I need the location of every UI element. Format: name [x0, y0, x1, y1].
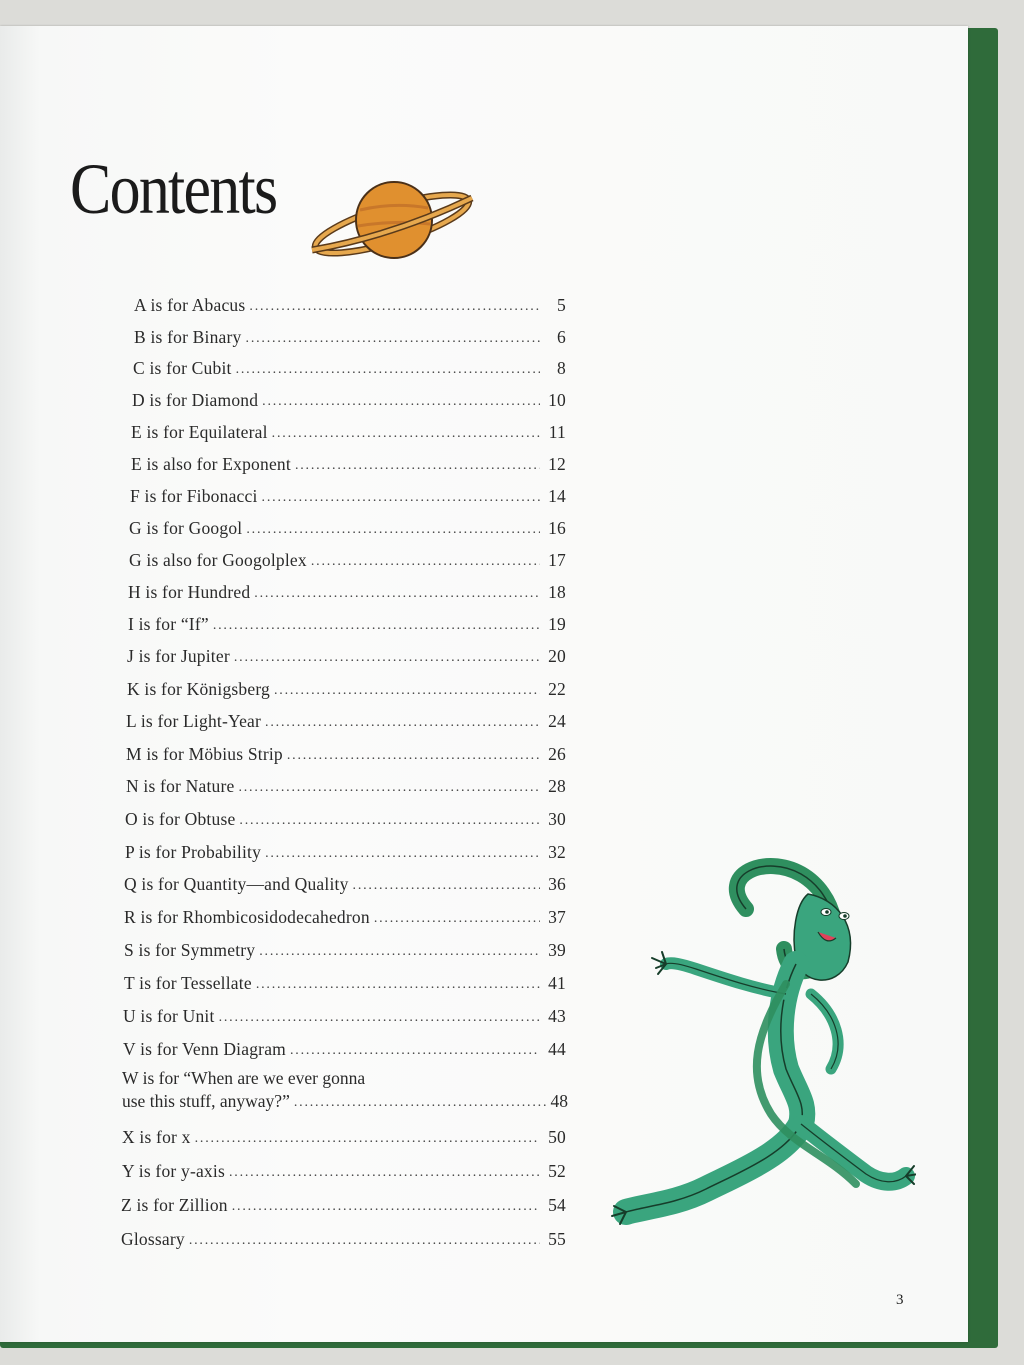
toc-entry-label: O is for Obtuse — [125, 809, 236, 829]
page-number: 3 — [896, 1292, 904, 1308]
toc-entry[interactable] — [126, 771, 566, 797]
dot-leader — [189, 1233, 540, 1250]
toc-entry[interactable] — [130, 481, 566, 507]
dot-leader — [219, 1010, 540, 1027]
toc-entry[interactable] — [123, 1001, 566, 1027]
toc-entry-page: 52 — [548, 1161, 566, 1181]
toc-entry-label: E is for Equilateral — [131, 422, 268, 442]
dot-leader — [262, 394, 540, 411]
dot-leader — [353, 878, 540, 895]
toc-entry-label: E is also for Exponent — [131, 454, 291, 474]
green-runner-illustration — [596, 854, 916, 1234]
toc-entry-label: K is for Königsberg — [127, 679, 270, 699]
toc-entry[interactable] — [134, 290, 566, 316]
toc-entry-page: 22 — [548, 679, 566, 699]
dot-leader — [290, 1043, 540, 1060]
dot-leader — [195, 1131, 540, 1148]
toc-entry[interactable] — [133, 353, 566, 379]
dot-leader — [274, 683, 540, 700]
dot-leader — [374, 911, 540, 928]
dot-leader — [213, 618, 540, 635]
toc-entry[interactable] — [122, 1156, 566, 1182]
toc-entry-page: 55 — [548, 1229, 566, 1249]
dot-leader — [265, 846, 540, 863]
toc-entry-page: 10 — [548, 390, 566, 410]
toc-entry-label: N is for Nature — [126, 776, 235, 796]
toc-entry-label: Z is for Zillion — [121, 1195, 228, 1215]
dot-leader — [232, 1199, 540, 1216]
toc-entry-label: T is for Tessellate — [124, 973, 252, 993]
toc-entry-label: A is for Abacus — [134, 295, 246, 315]
toc-entry[interactable] — [125, 837, 566, 863]
dot-leader — [236, 362, 540, 379]
toc-entry-label: Q is for Quantity—and Quality — [124, 874, 349, 894]
toc-entry-label: D is for Diamond — [132, 390, 259, 410]
dot-leader — [246, 331, 540, 348]
dot-leader — [234, 650, 540, 667]
toc-entry[interactable] — [126, 739, 566, 765]
toc-entry[interactable] — [122, 1068, 568, 1112]
toc-entry-label: Y is for y-axis — [122, 1161, 225, 1181]
toc-entry[interactable] — [128, 609, 566, 635]
toc-entry-page: 18 — [548, 582, 566, 602]
dot-leader — [249, 299, 540, 316]
dot-leader — [294, 1095, 547, 1112]
toc-entry[interactable] — [127, 674, 566, 700]
dot-leader — [254, 586, 540, 603]
toc-entry[interactable] — [124, 869, 566, 895]
toc-entry-page: 11 — [548, 422, 566, 442]
toc-entry-label: H is for Hundred — [128, 582, 251, 602]
toc-entry[interactable] — [122, 1122, 566, 1148]
book-page — [0, 26, 968, 1342]
toc-entry-label: G is for Googol — [129, 518, 243, 538]
toc-entry[interactable] — [121, 1190, 566, 1216]
toc-entry[interactable] — [129, 513, 566, 539]
toc-entry-label: C is for Cubit — [133, 358, 232, 378]
toc-entry-page: 36 — [548, 874, 566, 894]
toc-entry-page: 32 — [548, 842, 566, 862]
toc-entry[interactable] — [123, 1034, 566, 1060]
dot-leader — [265, 715, 540, 732]
toc-entry-label: R is for Rhombicosidodecahedron — [124, 907, 370, 927]
dot-leader — [311, 554, 540, 571]
toc-entry[interactable] — [124, 968, 566, 994]
toc-entry-label: M is for Möbius Strip — [126, 744, 283, 764]
dot-leader — [246, 522, 540, 539]
toc-entry-label: P is for Probability — [125, 842, 262, 862]
toc-entry-label: F is for Fibonacci — [130, 486, 258, 506]
toc-entry-page: 20 — [548, 646, 566, 666]
toc-entry-label: X is for x — [122, 1127, 191, 1147]
toc-entry-page: 41 — [548, 973, 566, 993]
toc-entry-page: 14 — [548, 486, 566, 506]
toc-entry-label: L is for Light-Year — [126, 711, 262, 731]
toc-entry-page: 39 — [548, 940, 566, 960]
toc-entry[interactable] — [124, 935, 566, 961]
toc-entry-page: 37 — [548, 907, 566, 927]
toc-entry[interactable] — [129, 545, 566, 571]
toc-entry-label: G is also for Googolplex — [129, 550, 307, 570]
toc-entry-page: 44 — [548, 1039, 566, 1059]
toc-entry-page: 16 — [548, 518, 566, 538]
toc-entry[interactable] — [132, 385, 566, 411]
dot-leader — [272, 426, 540, 443]
dot-leader — [239, 813, 540, 830]
toc-entry[interactable] — [125, 804, 566, 830]
toc-entry-page: 12 — [548, 454, 566, 474]
toc-entry[interactable] — [127, 641, 566, 667]
dot-leader — [259, 944, 540, 961]
toc-entry-page: 30 — [548, 809, 566, 829]
toc-entry-label: Glossary — [121, 1229, 185, 1249]
toc-entry[interactable] — [131, 449, 566, 475]
toc-entry-label: U is for Unit — [123, 1006, 215, 1026]
page-title: Contents — [70, 149, 277, 229]
toc-entry[interactable] — [126, 706, 566, 732]
toc-entry-page: 19 — [548, 614, 566, 634]
toc-entry-page: 48 — [550, 1091, 568, 1111]
toc-entry-page: 24 — [548, 711, 566, 731]
toc-entry-page: 8 — [557, 358, 566, 378]
toc-entry[interactable] — [121, 1224, 566, 1250]
toc-entry-page: 28 — [548, 776, 566, 796]
toc-entry-label: V is for Venn Diagram — [123, 1039, 286, 1059]
toc-entry-page: 54 — [548, 1195, 566, 1215]
toc-entry-page: 26 — [548, 744, 566, 764]
toc-entry-label-continued: use this stuff, anyway?” — [122, 1091, 290, 1111]
toc-entry-page: 5 — [557, 295, 566, 315]
toc-entry[interactable] — [128, 577, 566, 603]
toc-entry-label: I is for “If” — [128, 614, 209, 634]
toc-entry[interactable] — [134, 322, 566, 348]
toc-entry-label: J is for Jupiter — [127, 646, 230, 666]
toc-entry-label: S is for Symmetry — [124, 940, 256, 960]
dot-leader — [256, 977, 540, 994]
toc-entry[interactable] — [124, 902, 566, 928]
toc-entry-page: 6 — [557, 327, 566, 347]
dot-leader — [287, 748, 540, 765]
toc-entry-page: 43 — [548, 1006, 566, 1026]
dot-leader — [238, 780, 540, 797]
toc-entry-label: W is for “When are we ever gonna — [122, 1068, 366, 1088]
toc-entry-page: 17 — [548, 550, 566, 570]
dot-leader — [262, 490, 540, 507]
dot-leader — [229, 1165, 540, 1182]
dot-leader — [295, 458, 540, 475]
toc-entry-label: B is for Binary — [134, 327, 242, 347]
toc-entry-page: 50 — [548, 1127, 566, 1147]
toc-entry[interactable] — [131, 417, 566, 443]
